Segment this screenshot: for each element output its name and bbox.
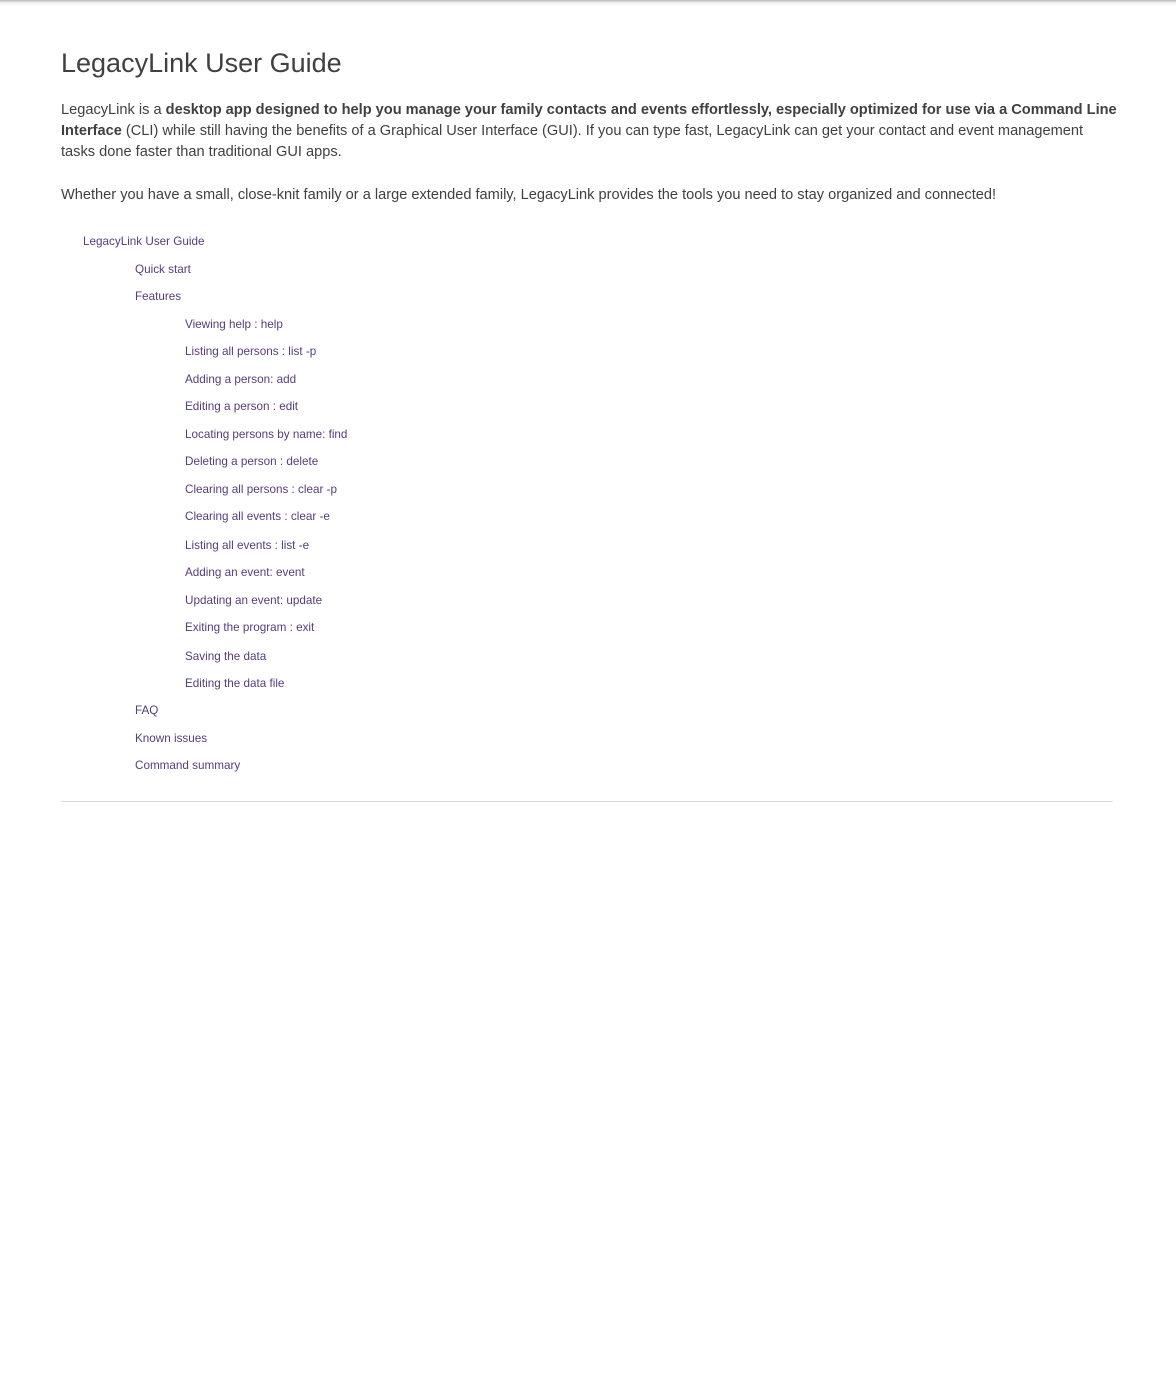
toc-link-viewing-help[interactable]: Viewing help : help [185, 318, 283, 331]
toc-link-command-summary[interactable]: Command summary [135, 759, 241, 772]
second-paragraph: Whether you have a small, close-knit family or a large extended family, LegacyLink provides the tools you need to stay organized and connected! [61, 187, 997, 203]
toc-link-adding-event[interactable]: Adding an event: event [185, 566, 305, 579]
toc-link-listing-persons[interactable]: Listing all persons : list -p [185, 345, 317, 358]
intro-prefix: LegacyLink is a [61, 102, 166, 118]
toc-link-clearing-events[interactable]: Clearing all events : clear -e [185, 510, 330, 523]
toc-link-exiting-program[interactable]: Exiting the program : exit [185, 621, 315, 634]
toc-link-listing-events[interactable]: Listing all events : list -e [185, 539, 310, 552]
toc-link-editing-person[interactable]: Editing a person : edit [185, 400, 299, 413]
toc-link-known-issues[interactable]: Known issues [135, 732, 208, 745]
toc-link-locating-persons[interactable]: Locating persons by name: find [185, 428, 348, 441]
intro-bold: desktop app designed to help you manage your family contacts and events effortlessly, especially optimized for use via a Command Line Interface [61, 102, 1117, 139]
page-title: LegacyLink User Guide [61, 48, 342, 78]
toc-link-clearing-persons[interactable]: Clearing all persons : clear -p [185, 483, 338, 496]
toc-link-saving-data[interactable]: Saving the data [185, 650, 267, 663]
toc-link-faq[interactable]: FAQ [135, 704, 159, 717]
toc-link-deleting-person[interactable]: Deleting a person : delete [185, 455, 319, 468]
toc-link-quick-start[interactable]: Quick start [135, 263, 191, 276]
intro-suffix: (CLI) while still having the benefits of a Graphical User Interface (GUI). If you can type fast, LegacyLink can get your contact and event management tasks done faster than traditional GUI apps. [61, 123, 1084, 160]
toc-link-features[interactable]: Features [135, 290, 182, 303]
toc-link-editing-data-file[interactable]: Editing the data file [185, 677, 285, 690]
top-shadow [0, 0, 1176, 6]
horizontal-rule [61, 801, 1113, 802]
toc-link-user-guide[interactable]: LegacyLink User Guide [83, 235, 205, 248]
toc-link-adding-person[interactable]: Adding a person: add [185, 373, 297, 386]
intro-paragraph [61, 100, 1117, 163]
toc-link-updating-event[interactable]: Updating an event: update [185, 594, 323, 607]
